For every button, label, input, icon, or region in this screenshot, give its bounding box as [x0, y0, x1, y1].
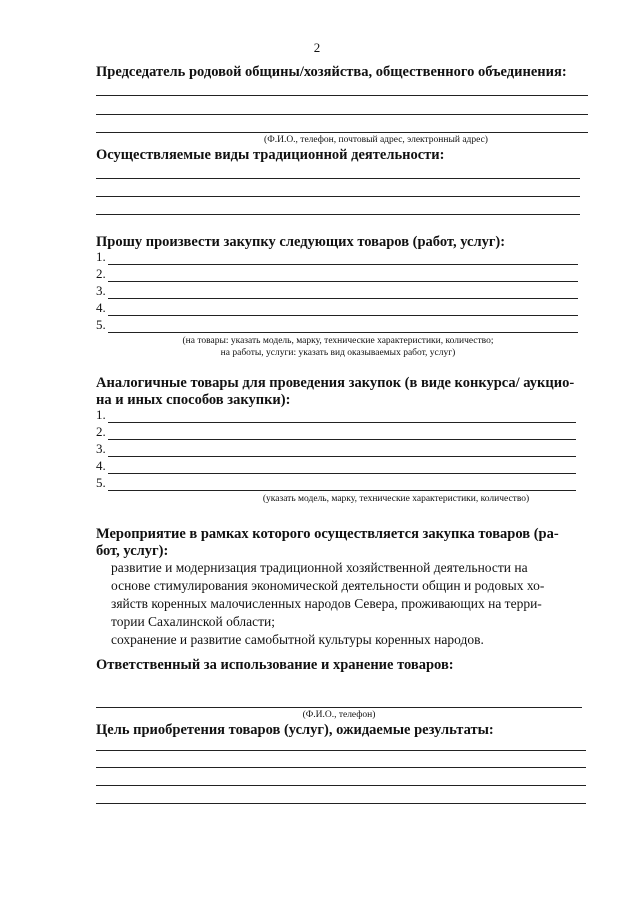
purchase-item-line[interactable] [108, 298, 578, 299]
purchase-item-line[interactable] [108, 281, 578, 282]
purchase-item-line[interactable] [108, 332, 578, 333]
purchase-item-number: 3. [96, 283, 106, 298]
analog-item-line[interactable] [108, 456, 576, 457]
responsible-fill-line[interactable] [96, 707, 582, 708]
analog-heading-line-1: Аналогичные товары для проведения закупок (в виде конкурса/ аукцио- [96, 375, 575, 391]
analog-item-number: 1. [96, 407, 106, 422]
analog-item-line[interactable] [108, 439, 576, 440]
purchase-note-line-1: (на товары: указать модель, марку, технические характеристики, количество; [182, 336, 494, 346]
analog-item-number: 5. [96, 475, 106, 490]
chairman-note: (Ф.И.О., телефон, почтовый адрес, электронный адрес) [264, 135, 488, 145]
analog-item-line[interactable] [108, 473, 576, 474]
goal-fill-line-2[interactable] [96, 767, 586, 768]
purchase-item-number: 5. [96, 317, 106, 332]
event-paragraph-1-line-2: основе стимулирования экономической деятельности общин и родовых хо- [111, 578, 545, 593]
goal-heading: Цель приобретения товаров (услуг), ожидаемые результаты: [96, 722, 494, 738]
goal-fill-line-1[interactable] [96, 750, 586, 751]
analog-item-line[interactable] [108, 422, 576, 423]
chairman-fill-line-1[interactable] [96, 95, 588, 96]
event-paragraph-1-line-3: зяйств коренных малочисленных народов Севера, проживающих на терри- [111, 596, 542, 611]
analog-item-line[interactable] [108, 490, 576, 491]
event-heading-line-1: Мероприятие в рамках которого осуществляется закупка товаров (ра- [96, 526, 559, 542]
activities-fill-line-2[interactable] [96, 196, 580, 197]
activities-fill-line-1[interactable] [96, 178, 580, 179]
activities-heading: Осуществляемые виды традиционной деятельности: [96, 147, 445, 163]
purchase-item-line[interactable] [108, 264, 578, 265]
event-heading-line-2: бот, услуг): [96, 543, 169, 559]
event-paragraph-1-line-1: развитие и модернизация традиционной хозяйственной деятельности на [111, 560, 528, 575]
chairman-heading: Председатель родовой общины/хозяйства, общественного объединения: [96, 64, 567, 80]
purchase-item-number: 2. [96, 266, 106, 281]
purchase-item-number: 1. [96, 249, 106, 264]
analog-heading-line-2: на и иных способов закупки): [96, 392, 291, 408]
goal-fill-line-4[interactable] [96, 803, 586, 804]
purchase-item-number: 4. [96, 300, 106, 315]
purchase-heading: Прошу произвести закупку следующих товаров (работ, услуг): [96, 234, 506, 250]
event-paragraph-1-line-4: тории Сахалинской области; [111, 614, 276, 629]
responsible-heading: Ответственный за использование и хранение товаров: [96, 657, 454, 673]
goal-fill-line-3[interactable] [96, 785, 586, 786]
event-paragraph-2: сохранение и развитие самобытной культуры коренных народов. [111, 632, 484, 647]
analog-item-number: 4. [96, 458, 106, 473]
chairman-fill-line-2[interactable] [96, 114, 588, 115]
page-number: 2 [313, 40, 321, 55]
chairman-fill-line-3[interactable] [96, 132, 588, 133]
analog-note: (указать модель, марку, технические характеристики, количество) [262, 494, 530, 504]
purchase-note-line-2: на работы, услуги: указать вид оказываемых работ, услуг) [220, 348, 456, 358]
responsible-note: (Ф.И.О., телефон) [302, 710, 376, 720]
activities-fill-line-3[interactable] [96, 214, 580, 215]
analog-item-number: 3. [96, 441, 106, 456]
analog-item-number: 2. [96, 424, 106, 439]
purchase-item-line[interactable] [108, 315, 578, 316]
